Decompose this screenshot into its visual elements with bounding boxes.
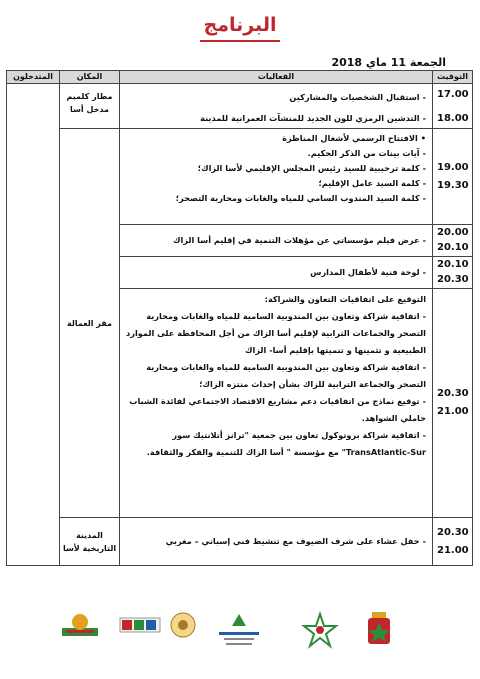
place-label: المدينة التاريخية لأسا xyxy=(62,530,117,553)
header-time: التوقيت xyxy=(433,71,473,84)
time-cell xyxy=(433,129,473,225)
time-cell xyxy=(433,289,473,518)
activity-item: استقبال الشخصيات والمشاركين xyxy=(289,92,420,102)
time-cell xyxy=(433,84,473,129)
place-cell xyxy=(60,129,120,518)
program-table xyxy=(6,70,473,566)
table-row xyxy=(7,129,473,225)
time-end: 18.00 xyxy=(437,113,469,124)
time-start: 20.30 xyxy=(437,526,469,538)
activity-item: اتفاقية شراكة وتعاون بين المندوبية السامية للمياه والغابات ومحاربة التصحر والجماعة الترابية للزاك بشأن إحداث منتزه الزاك؛ xyxy=(146,362,426,389)
time-start: 20.00 xyxy=(437,227,469,238)
time-start: 20.30 xyxy=(437,388,469,399)
activity-item: توقيع نماذج من اتفاقيات دعم مشاريع الاقتصاد الاجتماعي لفائدة الشباب حاملي الشواهد. xyxy=(129,396,426,423)
activity-item: الافتتاح الرسمي لأشغال المناظرة xyxy=(282,133,418,143)
logo-5 xyxy=(300,610,340,654)
activity-item: التدشين الرمزي للون الجديد للمنشآت العمرانية للمدينة xyxy=(200,113,420,123)
place-cell xyxy=(60,84,120,129)
activity-heading: التوقيع على اتفاقيات التعاون والشراكة: xyxy=(264,294,426,304)
page-title: البرنامج xyxy=(203,14,277,36)
activity-item: كلمة ترحيبية للسيد رئيس المجلس الإقليمي لأسا الزاك؛ xyxy=(197,163,420,173)
time-end: 20.10 xyxy=(437,242,469,253)
place-label: مطار كلميم مدخل أسا xyxy=(66,92,113,114)
place-label: مقر العمالة xyxy=(67,318,112,328)
title-underline xyxy=(200,40,280,42)
activities-cell: -استقبال الشخصيات والمشاركين -التدشين الرمزي للون الجديد للمنشآت العمرانية للمدينة xyxy=(120,84,433,129)
responsible-cell xyxy=(7,84,60,566)
time-cell xyxy=(433,257,473,289)
time-end: 21.00 xyxy=(437,544,469,556)
footer-logos xyxy=(0,600,480,660)
program-date: الجمعة 11 ماي 2018 xyxy=(331,56,446,69)
activity-item: لوحة فنية لأطفال المدارس xyxy=(310,267,420,277)
logo-2 xyxy=(118,610,162,644)
time-start: 20.10 xyxy=(437,259,469,270)
table-row xyxy=(7,84,473,129)
activities-cell: -لوحة فنية لأطفال المدارس xyxy=(120,257,433,289)
time-cell xyxy=(433,225,473,257)
logo-4 xyxy=(214,610,264,654)
activities-cell: التوقيع على اتفاقيات التعاون والشراكة: -اتفاقية شراكة وتعاون بين المندوبية السامية للمياه والغابات ومحاربة التصحر والجماعات الترابية لإقليم أسا الزاك من أجل المحافظة على الموارد الطبيعية و تثمينها و تنميتها بإقليم أسا- الزاك -اتفاقية شراكة وتعاون بين المندوبية السامية للمياه والغابات ومحاربة التصحر والجماعة الترابية للزاك بشأن إحداث منتزه الزاك؛ -توقيع نماذج من اتفاقيات دعم مشاريع الاقتصاد الاجتماعي لفائدة الشباب حاملي الشواهد. -اتفاقية شراكة بروتوكول تعاون بين جمعية "ترانز أتلانتيك سور TransAtlantic-Sur" مع مؤسسة " أسا الزاك للتنمية والفكر والثقافة. xyxy=(120,289,433,518)
activities-cell: -حفل عشاء على شرف الضيوف مع تنشيط فني إسباني – مغربي xyxy=(120,518,433,566)
activity-item: حفل عشاء على شرف الضيوف مع تنشيط فني إسباني – مغربي xyxy=(165,536,420,546)
logo-1 xyxy=(60,610,100,644)
time-end: 19.30 xyxy=(437,179,469,191)
time-end: 20.30 xyxy=(437,274,469,285)
time-end: 21.00 xyxy=(437,406,469,417)
time-cell xyxy=(433,518,473,566)
header-activities: الفعاليات xyxy=(120,71,433,84)
header-responsible: المتدخلون xyxy=(7,71,60,84)
activities-cell: •الافتتاح الرسمي لأشغال المناظرة -آيات بينات من الذكر الحكيم. -كلمة ترحيبية للسيد رئيس المجلس الإقليمي لأسا الزاك؛ -كلمة السيد عامل الإقليم؛ -كلمة السيد المندوب السامي للمياه والغابات ومحاربة التصحر؛ xyxy=(120,129,433,225)
logo-6 xyxy=(362,610,396,654)
activity-item: اتفاقية شراكة وتعاون بين المندوبية السامية للمياه والغابات ومحاربة التصحر والجماعات الترابية لإقليم أسا الزاك من أجل المحافظة على الموارد الطبيعية و تثمينها و تنميتها بإقليم أسا- الزاك xyxy=(126,311,426,355)
activity-item: آيات بينات من الذكر الحكيم. xyxy=(307,148,420,158)
time-start: 17.00 xyxy=(437,89,469,100)
activity-item: اتفاقية شراكة بروتوكول تعاون بين جمعية "ترانز أتلانتيك سور TransAtlantic-Sur" مع مؤسسة " أسا الزاك للتنمية والفكر والثقافة. xyxy=(146,430,426,457)
table-row xyxy=(7,518,473,566)
logo-3 xyxy=(168,610,198,644)
activity-item: عرض فيلم مؤسساتي عن مؤهلات التنمية في إقليم أسا الزاك xyxy=(172,235,420,245)
time-start: 19.00 xyxy=(437,161,469,173)
activities-cell: -عرض فيلم مؤسساتي عن مؤهلات التنمية في إقليم أسا الزاك xyxy=(120,225,433,257)
header-place: المكان xyxy=(60,71,120,84)
place-cell xyxy=(60,518,120,566)
activity-item: كلمة السيد عامل الإقليم؛ xyxy=(318,178,420,188)
table-header-row xyxy=(7,71,473,84)
activity-item: كلمة السيد المندوب السامي للمياه والغابات ومحاربة التصحر؛ xyxy=(175,193,420,203)
